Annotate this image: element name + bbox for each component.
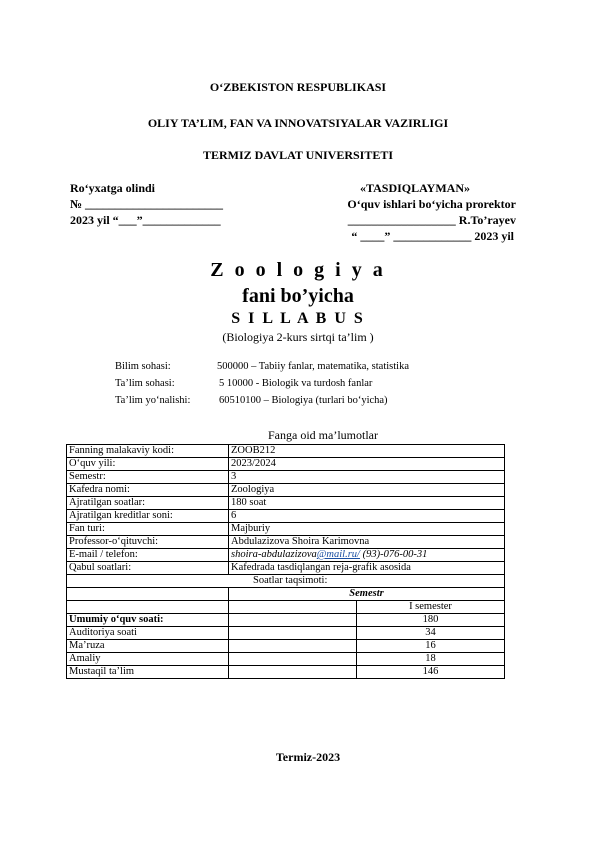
info-value: Majburiy <box>229 523 505 536</box>
field-value-bilim: 500000 – Tabiiy fanlar, matematika, statistika <box>217 361 409 372</box>
table-row <box>67 458 505 471</box>
table-row <box>67 497 505 510</box>
hours-label-total: Umumiy o‘quv soati: <box>67 614 229 627</box>
table-row <box>67 471 505 484</box>
empty-cell <box>229 666 357 679</box>
empty-cell <box>67 588 229 601</box>
registered-label: Ro‘yxatga olindi <box>70 181 156 195</box>
registration-date-line: 2023 yil “___”_____________ <box>70 213 221 227</box>
info-value: 3 <box>229 471 505 484</box>
hours-label: Ma’ruza <box>67 640 229 653</box>
info-label: Ajratilgan kreditlar soni: <box>67 510 229 523</box>
footer-city-year: Termiz-2023 <box>275 750 341 764</box>
table-row <box>67 666 505 679</box>
hours-value: 18 <box>357 653 505 666</box>
info-value: Abdulazizova Shoira Karimovna <box>229 536 505 549</box>
table-row <box>67 562 505 575</box>
prorector-title: O‘quv ishlari bo‘yicha prorektor <box>347 197 516 211</box>
info-label: O‘quv yili: <box>67 458 229 471</box>
hours-title: Soatlar taqsimoti: <box>67 575 505 588</box>
table-row <box>67 510 505 523</box>
info-label: Ajratilgan soatlar: <box>67 497 229 510</box>
republic-heading: O‘ZBEKISTON RESPUBLIKASI <box>209 80 387 94</box>
info-label: Kafedra nomi: <box>67 484 229 497</box>
semester-column-header: I semester <box>357 601 505 614</box>
university-heading: TERMIZ DAVLAT UNIVERSITETI <box>202 148 394 162</box>
ministry-heading: OLIY TA’LIM, FAN VA INNOVATSIYALAR VAZIRLIGI <box>147 116 449 130</box>
contact-value <box>229 549 505 562</box>
empty-cell <box>67 601 229 614</box>
empty-cell <box>229 601 357 614</box>
empty-cell <box>229 614 357 627</box>
prorector-signature-line: __________________ R.To’rayev <box>347 213 516 227</box>
hours-value: 146 <box>357 666 505 679</box>
approval-date-line: “ ____” _____________ 2023 yil <box>351 229 514 243</box>
table-row <box>67 536 505 549</box>
info-table <box>66 444 505 679</box>
table-row <box>67 614 505 627</box>
hours-label: Auditoriya soati <box>67 627 229 640</box>
hours-value: 34 <box>357 627 505 640</box>
table-row <box>67 601 505 614</box>
field-label-bilim: Bilim sohasi: <box>115 361 171 372</box>
contact-label: E-mail / telefon: <box>67 549 229 562</box>
table-row <box>67 575 505 588</box>
subject-fani: fani bo’yicha <box>242 285 354 307</box>
info-label: Professor-o‘qituvchi: <box>67 536 229 549</box>
field-label-talim-sohasi: Ta’lim sohasi: <box>115 378 175 389</box>
registration-number-line: № _______________________ <box>70 197 224 211</box>
table-row <box>67 588 505 601</box>
hours-label: Amaliy <box>67 653 229 666</box>
reception-label: Qabul soatlari: <box>67 562 229 575</box>
hours-value-total: 180 <box>357 614 505 627</box>
email-link[interactable]: @mail.ru/ <box>316 549 360 560</box>
info-heading: Fanga oid ma’lumotlar <box>268 428 378 442</box>
field-label-talim-yonalishi: Ta’lim yo‘nalishi: <box>115 395 191 406</box>
info-value: 6 <box>229 510 505 523</box>
email-user: shoira-abdulazizova <box>231 549 317 560</box>
table-row <box>67 549 505 562</box>
hours-label: Mustaqil ta’lim <box>67 666 229 679</box>
info-label: Fan turi: <box>67 523 229 536</box>
approve-label: «TASDIQLAYMAN» <box>359 181 470 195</box>
table-row <box>67 484 505 497</box>
info-label: Fanning malakaviy kodi: <box>67 445 229 458</box>
semestr-label: Semestr <box>229 588 505 601</box>
info-value: 2023/2024 <box>229 458 505 471</box>
reception-value: Kafedrada tasdiqlangan reja-grafik asosida <box>229 562 505 575</box>
table-row <box>67 445 505 458</box>
info-label: Semestr: <box>67 471 229 484</box>
syllabus-subtitle: (Biologiya 2-kurs sirtqi ta’lim ) <box>222 330 374 344</box>
hours-value: 16 <box>357 640 505 653</box>
info-value: Zoologiya <box>229 484 505 497</box>
info-value: 180 soat <box>229 497 505 510</box>
table-row <box>67 640 505 653</box>
syllabus-title: S I L L A B U S <box>231 310 365 327</box>
empty-cell <box>229 627 357 640</box>
phone-number: (93)-076-00-31 <box>359 549 428 560</box>
field-value-talim-sohasi: 5 10000 - Biologik va turdosh fanlar <box>219 378 373 389</box>
table-row <box>67 627 505 640</box>
empty-cell <box>229 653 357 666</box>
table-row <box>67 523 505 536</box>
subject-title: Z o o l o g i y a <box>210 259 386 281</box>
empty-cell <box>229 640 357 653</box>
table-row <box>67 653 505 666</box>
field-value-talim-yonalishi: 60510100 – Biologiya (turlari bo‘yicha) <box>219 395 388 406</box>
info-value: ZOOB212 <box>229 445 505 458</box>
